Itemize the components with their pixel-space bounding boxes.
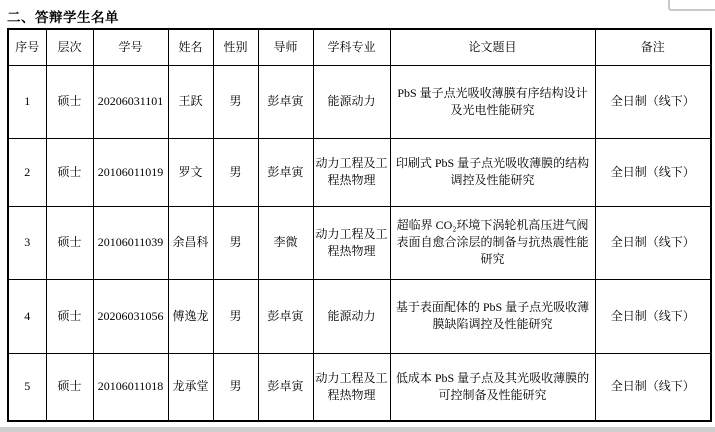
cell-note: 全日制（线下）: [595, 353, 711, 421]
cell-name: 罗文: [168, 138, 213, 206]
cell-advisor: 彭卓寅: [258, 279, 313, 353]
cell-student-id: 20106011019: [93, 138, 168, 206]
cell-thesis: 超临界 CO₂环境下涡轮机高压进气阀表面自愈合涂层的制备与抗热震性能研究: [390, 206, 595, 279]
col-header-no: 序号: [8, 29, 46, 65]
col-header-thesis: 论文题目: [390, 29, 595, 65]
students-table: [7, 28, 712, 422]
cell-no: 5: [8, 353, 46, 421]
cell-gender: 男: [213, 65, 258, 138]
floating-panel-corner: [668, 0, 715, 11]
cell-major: 能源动力: [313, 65, 390, 138]
col-header-name: 姓名: [168, 29, 213, 65]
table-row: [8, 206, 711, 279]
table-row: [8, 65, 711, 138]
cell-no: 3: [8, 206, 46, 279]
cell-name: 傅逸龙: [168, 279, 213, 353]
cell-level: 硕士: [46, 279, 93, 353]
cell-note: 全日制（线下）: [595, 279, 711, 353]
cell-advisor: 彭卓寅: [258, 353, 313, 421]
cell-major: 动力工程及工程热物理: [313, 138, 390, 206]
table-row: [8, 353, 711, 421]
col-header-level: 层次: [46, 29, 93, 65]
table-header-row: [8, 29, 711, 65]
cell-student-id: 20106011018: [93, 353, 168, 421]
cell-note: 全日制（线下）: [595, 206, 711, 279]
col-header-note: 备注: [595, 29, 711, 65]
cell-note: 全日制（线下）: [595, 138, 711, 206]
cell-gender: 男: [213, 206, 258, 279]
cell-gender: 男: [213, 353, 258, 421]
cell-no: 4: [8, 279, 46, 353]
cell-thesis: 印刷式 PbS 量子点光吸收薄膜的结构调控及性能研究: [390, 138, 595, 206]
cell-no: 2: [8, 138, 46, 206]
cell-major: 能源动力: [313, 279, 390, 353]
cell-name: 王跃: [168, 65, 213, 138]
cell-level: 硕士: [46, 65, 93, 138]
cell-no: 1: [8, 65, 46, 138]
cell-gender: 男: [213, 138, 258, 206]
cell-advisor: 彭卓寅: [258, 65, 313, 138]
cell-name: 余昌科: [168, 206, 213, 279]
cell-name: 龙承堂: [168, 353, 213, 421]
col-header-advisor: 导师: [258, 29, 313, 65]
page-bottom-edge: [0, 427, 715, 432]
cell-student-id: 20206031056: [93, 279, 168, 353]
cell-major: 动力工程及工程热物理: [313, 206, 390, 279]
col-header-student-id: 学号: [93, 29, 168, 65]
section-title: 二、答辩学生名单: [7, 10, 119, 25]
cell-level: 硕士: [46, 138, 93, 206]
col-header-major: 学科专业: [313, 29, 390, 65]
cell-advisor: 李微: [258, 206, 313, 279]
table-row: [8, 279, 711, 353]
cell-thesis: PbS 量子点光吸收薄膜有序结构设计及光电性能研究: [390, 65, 595, 138]
cell-student-id: 20206031101: [93, 65, 168, 138]
cell-level: 硕士: [46, 206, 93, 279]
cell-advisor: 彭卓寅: [258, 138, 313, 206]
cell-note: 全日制（线下）: [595, 65, 711, 138]
cell-thesis: 低成本 PbS 量子点及其光吸收薄膜的可控制备及性能研究: [390, 353, 595, 421]
cell-thesis: 基于表面配体的 PbS 量子点光吸收薄膜缺陷调控及性能研究: [390, 279, 595, 353]
table-row: [8, 138, 711, 206]
cell-student-id: 20106011039: [93, 206, 168, 279]
col-header-gender: 性别: [213, 29, 258, 65]
cell-major: 动力工程及工程热物理: [313, 353, 390, 421]
cell-level: 硕士: [46, 353, 93, 421]
cell-gender: 男: [213, 279, 258, 353]
